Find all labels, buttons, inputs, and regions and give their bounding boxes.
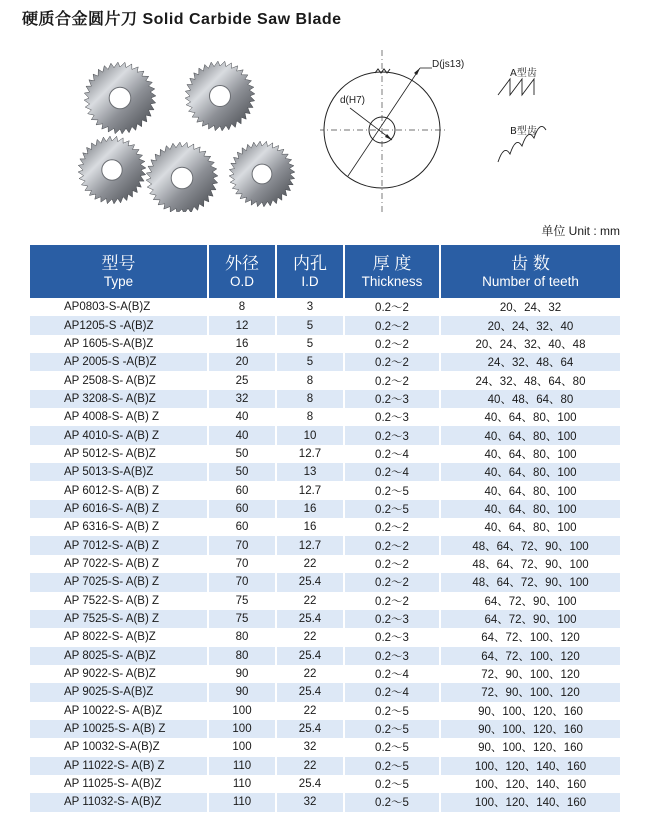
cell-od: 75 [208, 610, 276, 628]
cell-thickness: 0.2～2 [344, 555, 440, 573]
header-od: 外径 O.D [208, 245, 276, 298]
cell-id: 25.4 [276, 573, 344, 591]
table-row [30, 390, 620, 408]
cell-od: 50 [208, 445, 276, 463]
cell-type: AP 6316-S- A(B) Z [30, 518, 208, 536]
table-row [30, 298, 620, 316]
cell-teeth: 40、64、80、100 [440, 426, 620, 444]
inner-dim-label: d(H7) [340, 95, 366, 106]
cell-thickness: 0.2～5 [344, 481, 440, 499]
cell-id: 12.7 [276, 445, 344, 463]
cell-type: AP 4008-S- A(B) Z [30, 408, 208, 426]
cell-type: AP 6012-S- A(B) Z [30, 481, 208, 499]
cell-thickness: 0.2～4 [344, 683, 440, 701]
table-row [30, 738, 620, 756]
table-row [30, 463, 620, 481]
table-row [30, 445, 620, 463]
cell-od: 75 [208, 592, 276, 610]
table-row [30, 316, 620, 334]
cell-type: AP 7522-S- A(B) Z [30, 592, 208, 610]
cell-id: 16 [276, 518, 344, 536]
cell-teeth: 100、120、140、160 [440, 757, 620, 775]
cell-od: 60 [208, 481, 276, 499]
cell-teeth: 40、64、80、100 [440, 445, 620, 463]
table-row [30, 426, 620, 444]
cell-od: 70 [208, 573, 276, 591]
cell-od: 100 [208, 702, 276, 720]
cell-type: AP 7022-S- A(B) Z [30, 555, 208, 573]
cell-thickness: 0.2～5 [344, 500, 440, 518]
cell-od: 20 [208, 353, 276, 371]
cell-type: AP 11032-S- A(B)Z [30, 793, 208, 811]
outer-dim-label: D(js13) [432, 59, 465, 70]
cell-thickness: 0.2～2 [344, 518, 440, 536]
blade-bore [109, 87, 131, 109]
table-row [30, 573, 620, 591]
cell-thickness: 0.2～2 [344, 371, 440, 389]
cell-od: 60 [208, 500, 276, 518]
cell-od: 70 [208, 555, 276, 573]
cell-id: 25.4 [276, 647, 344, 665]
table-row [30, 647, 620, 665]
cell-teeth: 20、24、32、40 [440, 316, 620, 334]
table-row [30, 702, 620, 720]
cell-type: AP 4010-S- A(B) Z [30, 426, 208, 444]
cell-type: AP 6016-S- A(B) Z [30, 500, 208, 518]
cell-id: 16 [276, 500, 344, 518]
cell-id: 25.4 [276, 775, 344, 793]
table-row [30, 500, 620, 518]
blade-diagram [320, 40, 590, 230]
cell-od: 50 [208, 463, 276, 481]
cell-id: 22 [276, 628, 344, 646]
cell-od: 12 [208, 316, 276, 334]
tooth-a-label: A型齿 [510, 68, 537, 79]
blade-bore [252, 164, 272, 184]
cell-id: 8 [276, 408, 344, 426]
cell-id: 22 [276, 592, 344, 610]
table-row [30, 555, 620, 573]
cell-id: 5 [276, 353, 344, 371]
cell-teeth: 72、90、100、120 [440, 683, 620, 701]
unit-label: 单位 Unit : mm [541, 224, 620, 238]
cell-teeth: 64、72、90、100 [440, 592, 620, 610]
cell-type: AP 11025-S- A(B)Z [30, 775, 208, 793]
cell-od: 110 [208, 793, 276, 811]
cell-teeth: 64、72、90、100 [440, 610, 620, 628]
cell-id: 13 [276, 463, 344, 481]
cell-type: AP 9025-S-A(B)Z [30, 683, 208, 701]
cell-type: AP 7012-S- A(B) Z [30, 536, 208, 554]
cell-thickness: 0.2～2 [344, 335, 440, 353]
cell-od: 100 [208, 738, 276, 756]
cell-od: 70 [208, 536, 276, 554]
cell-thickness: 0.2～2 [344, 536, 440, 554]
cell-thickness: 0.2～2 [344, 316, 440, 334]
cell-id: 25.4 [276, 683, 344, 701]
cell-teeth: 40、64、80、100 [440, 463, 620, 481]
cell-thickness: 0.2～2 [344, 353, 440, 371]
cell-thickness: 0.2～3 [344, 628, 440, 646]
table-header-row [30, 245, 620, 298]
cell-id: 8 [276, 371, 344, 389]
cell-od: 16 [208, 335, 276, 353]
table-row [30, 610, 620, 628]
saw-blades-photo [78, 50, 300, 212]
blade-bore [102, 160, 122, 180]
cell-teeth: 64、72、100、120 [440, 647, 620, 665]
blade-bore [210, 86, 231, 107]
cell-type: AP 8022-S- A(B)Z [30, 628, 208, 646]
cell-type: AP0803-S-A(B)Z [30, 298, 208, 316]
cell-thickness: 0.2～4 [344, 445, 440, 463]
cell-od: 40 [208, 408, 276, 426]
cell-id: 22 [276, 757, 344, 775]
cell-od: 90 [208, 665, 276, 683]
blade-bore [171, 167, 193, 189]
table-row [30, 775, 620, 793]
cell-thickness: 0.2～2 [344, 573, 440, 591]
cell-thickness: 0.2～3 [344, 610, 440, 628]
cell-type: AP1205-S -A(B)Z [30, 316, 208, 334]
table-row [30, 592, 620, 610]
cell-od: 80 [208, 647, 276, 665]
cell-teeth: 48、64、72、90、100 [440, 573, 620, 591]
cell-type: AP 5013-S-A(B)Z [30, 463, 208, 481]
cell-id: 12.7 [276, 481, 344, 499]
cell-thickness: 0.2～3 [344, 647, 440, 665]
cell-od: 90 [208, 683, 276, 701]
cell-od: 80 [208, 628, 276, 646]
cell-thickness: 0.2～3 [344, 426, 440, 444]
cell-teeth: 100、120、140、160 [440, 793, 620, 811]
table-row [30, 683, 620, 701]
table-row [30, 720, 620, 738]
cell-id: 5 [276, 335, 344, 353]
cell-id: 22 [276, 555, 344, 573]
cell-id: 22 [276, 702, 344, 720]
cell-thickness: 0.2～5 [344, 775, 440, 793]
cell-teeth: 20、24、32 [440, 298, 620, 316]
table-row [30, 335, 620, 353]
cell-thickness: 0.2～2 [344, 298, 440, 316]
cell-teeth: 100、120、140、160 [440, 775, 620, 793]
cell-thickness: 0.2～4 [344, 665, 440, 683]
cell-id: 5 [276, 316, 344, 334]
table-row [30, 518, 620, 536]
cell-id: 25.4 [276, 610, 344, 628]
header-type: 型号 Type [30, 245, 208, 298]
cell-type: AP 8025-S- A(B)Z [30, 647, 208, 665]
cell-od: 110 [208, 775, 276, 793]
tooth-b-label: B型齿 [510, 126, 537, 137]
cell-id: 8 [276, 390, 344, 408]
cell-od: 110 [208, 757, 276, 775]
cell-teeth: 64、72、100、120 [440, 628, 620, 646]
cell-type: AP 10032-S-A(B)Z [30, 738, 208, 756]
cell-type: AP 1605-S-A(B)Z [30, 335, 208, 353]
table-row [30, 371, 620, 389]
header-thickness: 厚 度 Thickness [344, 245, 440, 298]
cell-id: 32 [276, 793, 344, 811]
cell-thickness: 0.2～5 [344, 720, 440, 738]
cell-thickness: 0.2～5 [344, 793, 440, 811]
cell-teeth: 40、64、80、100 [440, 481, 620, 499]
cell-teeth: 40、64、80、100 [440, 518, 620, 536]
cell-thickness: 0.2～5 [344, 757, 440, 775]
cell-teeth: 72、90、100、120 [440, 665, 620, 683]
cell-thickness: 0.2～3 [344, 408, 440, 426]
cell-type: AP 11022-S- A(B) Z [30, 757, 208, 775]
header-teeth: 齿 数 Number of teeth [440, 245, 620, 298]
cell-od: 8 [208, 298, 276, 316]
cell-teeth: 40、64、80、100 [440, 408, 620, 426]
header-id: 内孔 I.D [276, 245, 344, 298]
cell-thickness: 0.2～5 [344, 738, 440, 756]
cell-id: 25.4 [276, 720, 344, 738]
cell-id: 32 [276, 738, 344, 756]
table-row [30, 628, 620, 646]
cell-type: AP 2005-S -A(B)Z [30, 353, 208, 371]
page-title: 硬质合金圆片刀 Solid Carbide Saw Blade [22, 11, 342, 28]
cell-od: 25 [208, 371, 276, 389]
table-row [30, 353, 620, 371]
table-row [30, 757, 620, 775]
cell-id: 12.7 [276, 536, 344, 554]
cell-type: AP 2508-S- A(B)Z [30, 371, 208, 389]
tooth-a-profile [498, 79, 534, 95]
cell-thickness: 0.2～4 [344, 463, 440, 481]
cell-id: 3 [276, 298, 344, 316]
table-row [30, 793, 620, 811]
cell-teeth: 20、24、32、40、48 [440, 335, 620, 353]
cell-teeth: 40、64、80、100 [440, 500, 620, 518]
cell-teeth: 90、100、120、160 [440, 738, 620, 756]
cell-type: AP 10022-S- A(B)Z [30, 702, 208, 720]
cell-teeth: 24、32、48、64 [440, 353, 620, 371]
cell-type: AP 9022-S- A(B)Z [30, 665, 208, 683]
cell-teeth: 40、48、64、80 [440, 390, 620, 408]
cell-id: 22 [276, 665, 344, 683]
cell-teeth: 24、32、48、64、80 [440, 371, 620, 389]
cell-thickness: 0.2～3 [344, 390, 440, 408]
table-row [30, 665, 620, 683]
cell-type: AP 10025-S- A(B) Z [30, 720, 208, 738]
cell-type: AP 3208-S- A(B)Z [30, 390, 208, 408]
cell-type: AP 7025-S- A(B) Z [30, 573, 208, 591]
cell-teeth: 90、100、120、160 [440, 702, 620, 720]
table-row [30, 408, 620, 426]
spec-table [30, 245, 620, 812]
cell-od: 32 [208, 390, 276, 408]
cell-od: 60 [208, 518, 276, 536]
cell-od: 100 [208, 720, 276, 738]
cell-teeth: 48、64、72、90、100 [440, 555, 620, 573]
cell-teeth: 90、100、120、160 [440, 720, 620, 738]
cell-teeth: 48、64、72、90、100 [440, 536, 620, 554]
table-row [30, 536, 620, 554]
cell-thickness: 0.2～2 [344, 592, 440, 610]
cell-type: AP 7525-S- A(B) Z [30, 610, 208, 628]
cell-od: 40 [208, 426, 276, 444]
cell-id: 10 [276, 426, 344, 444]
cell-type: AP 5012-S- A(B)Z [30, 445, 208, 463]
cell-thickness: 0.2～5 [344, 702, 440, 720]
table-row [30, 481, 620, 499]
